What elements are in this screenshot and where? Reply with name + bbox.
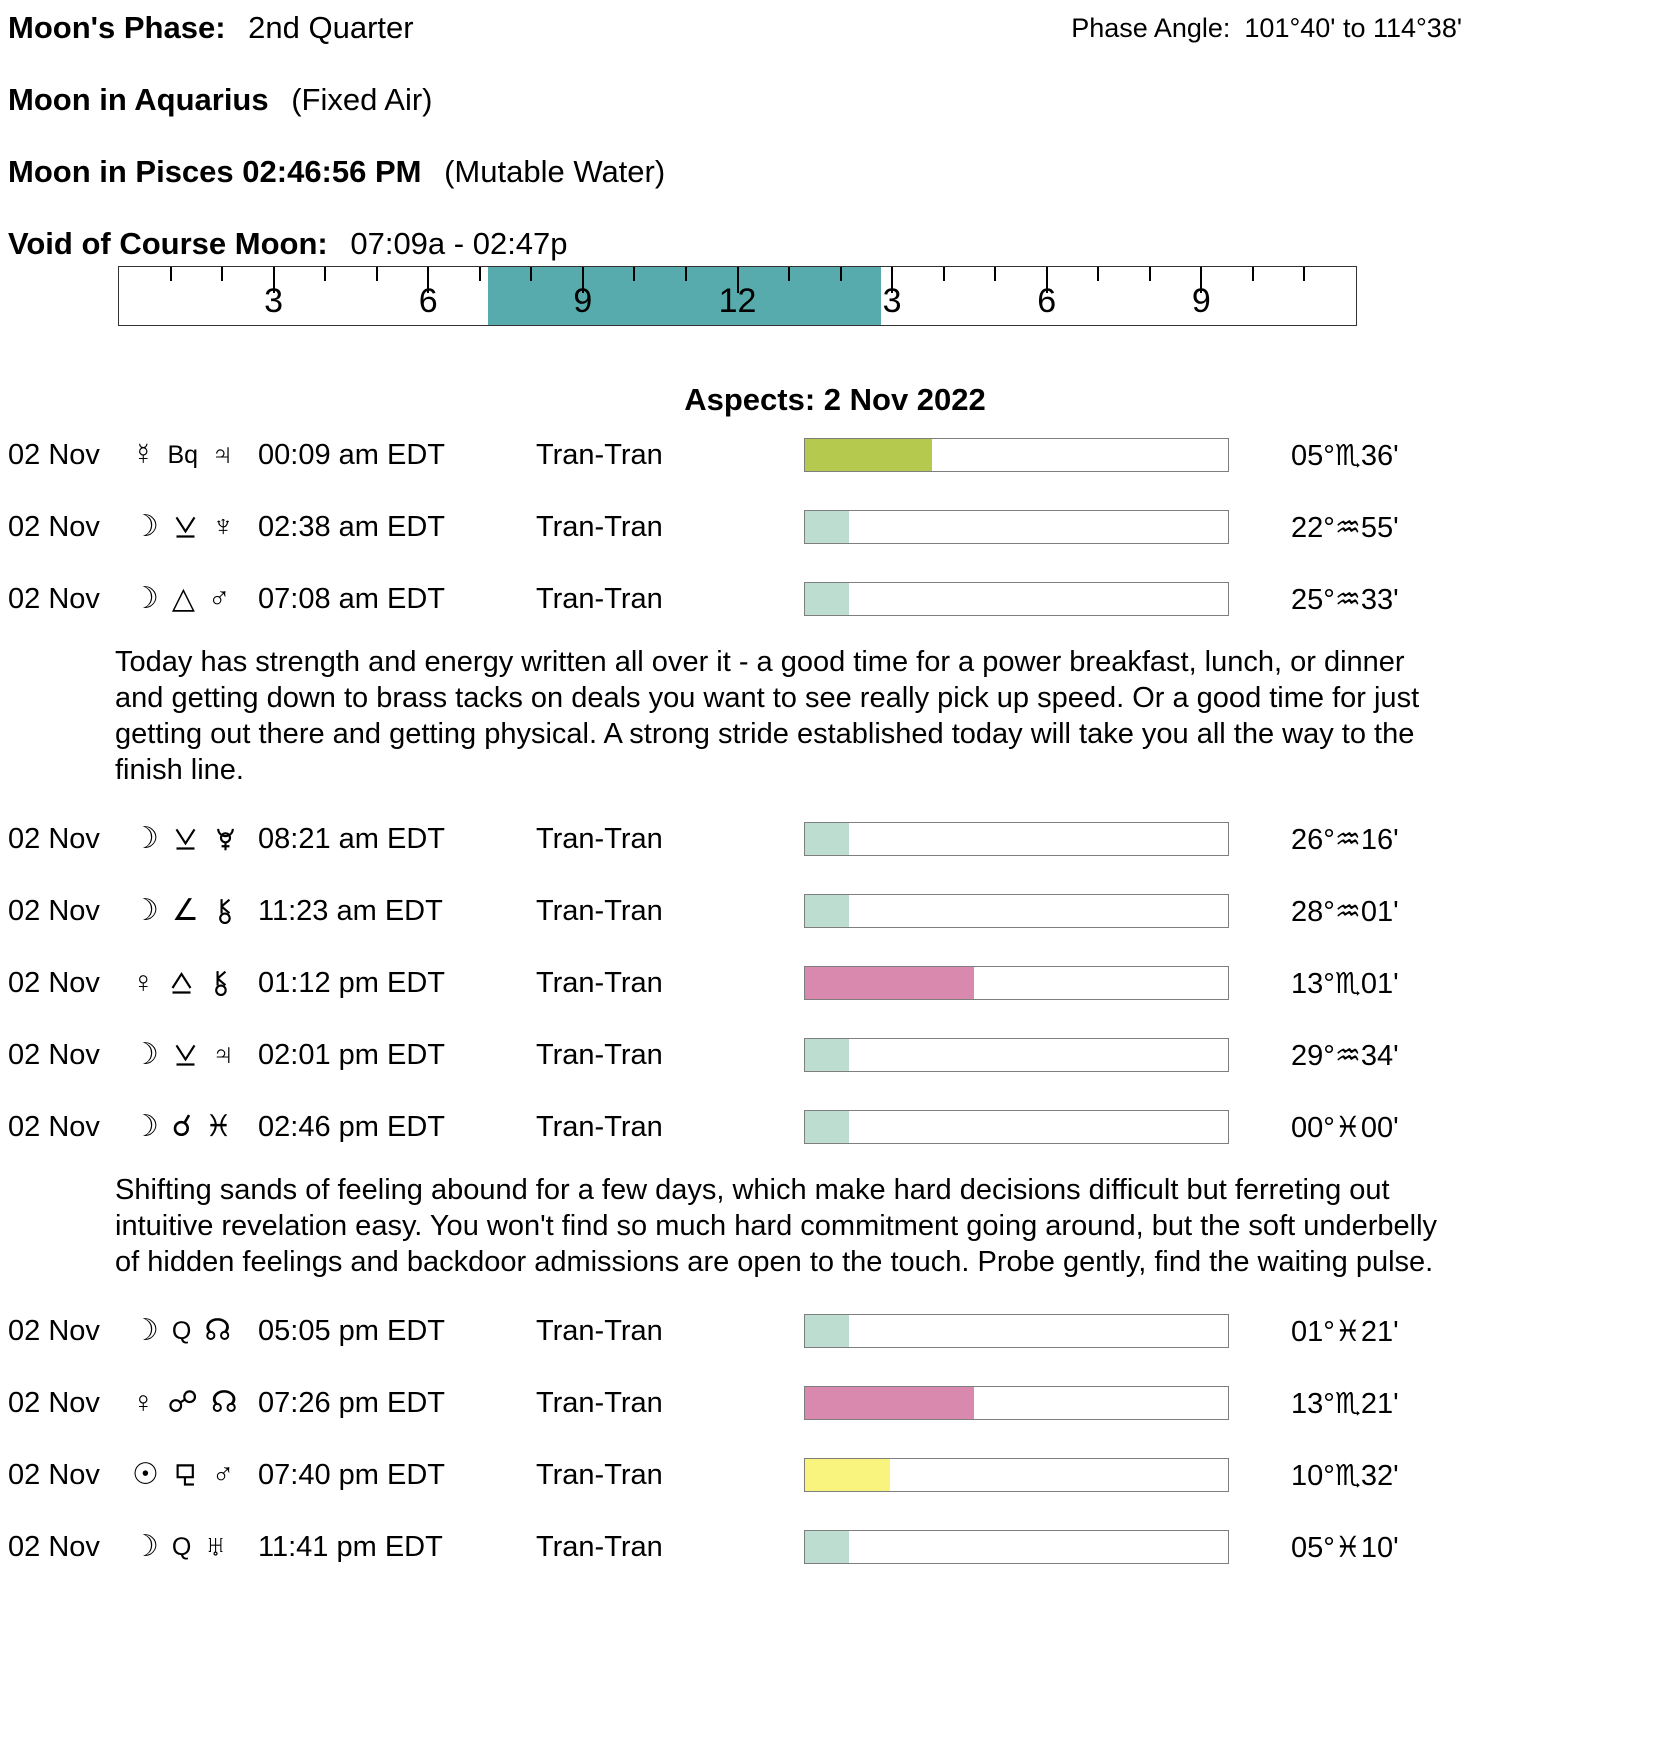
ruler-minor-tick <box>943 267 945 281</box>
aspect-row <box>0 1380 1670 1426</box>
aspect-orb-bar <box>804 966 1229 1000</box>
aspect-type: Tran-Tran <box>536 1530 663 1563</box>
aspect-glyphs <box>132 968 258 998</box>
aspect-type: Tran-Tran <box>536 1038 663 1071</box>
ruler-minor-tick <box>221 267 223 281</box>
aspect-date: 02 Nov <box>8 1386 100 1419</box>
void-of-course-line <box>8 224 1670 264</box>
aspect-date: 02 Nov <box>8 1530 100 1563</box>
aspect-orb-bar <box>804 1458 1229 1492</box>
mars-icon: ♂ <box>207 582 231 615</box>
phase-angle-value: 101°40' to 114°38' <box>1244 13 1462 43</box>
aspect-time: 05:05 pm EDT <box>258 1314 445 1347</box>
ruler-minor-tick <box>479 267 481 281</box>
jupiter-icon: ♃ <box>211 438 234 471</box>
aspect-row <box>0 960 1670 1006</box>
aspect-time: 07:40 pm EDT <box>258 1458 445 1491</box>
moon-icon: ☽ <box>132 1038 159 1071</box>
aspect-type: Tran-Tran <box>536 894 663 927</box>
ruler-minor-tick <box>1252 267 1254 281</box>
aspect-type: Tran-Tran <box>536 510 663 543</box>
mars-icon: ♂ <box>211 1458 235 1491</box>
aspect-degree: 05°♓10' <box>1291 1531 1399 1564</box>
aspect-orb-bar <box>804 1386 1229 1420</box>
aspect-glyphs <box>132 440 258 470</box>
aspect-row <box>0 1308 1670 1354</box>
aspect-glyphs <box>132 1388 258 1418</box>
moon-icon: ☽ <box>132 1110 159 1143</box>
aspect-glyphs <box>132 1532 258 1562</box>
ruler-minor-tick <box>1149 267 1151 281</box>
aspect-degree: 05°♏36' <box>1291 439 1399 472</box>
aspect-orb-bar <box>804 894 1229 928</box>
venus-icon: ♀ <box>132 1386 155 1419</box>
aspect-date: 02 Nov <box>8 510 100 543</box>
aspect-orb-bar <box>804 438 1229 472</box>
aspect-time: 11:41 pm EDT <box>258 1530 443 1563</box>
aspect-time: 07:08 am EDT <box>258 582 445 615</box>
aspect-orb-bar <box>804 1314 1229 1348</box>
aspect-date: 02 Nov <box>8 822 100 855</box>
ruler-minor-tick <box>788 267 790 281</box>
aspect-glyphs <box>132 896 258 926</box>
aspect-orb-fill <box>805 1111 849 1143</box>
aspect-date: 02 Nov <box>8 1458 100 1491</box>
moon-sign-pisces-note: (Mutable Water) <box>444 154 666 189</box>
ruler-hour-label: 3 <box>264 282 284 320</box>
aspect-degree: 00°♓00' <box>1291 1111 1399 1144</box>
aspect-time: 08:21 am EDT <box>258 822 445 855</box>
ruler-minor-tick <box>633 267 635 281</box>
moons-phase-value: 2nd Quarter <box>248 10 414 45</box>
ruler-minor-tick <box>324 267 326 281</box>
aspect-orb-fill <box>805 1315 849 1347</box>
phase-angle <box>1071 8 1462 48</box>
ruler-minor-tick <box>685 267 687 281</box>
ruler-minor-tick <box>1097 267 1099 281</box>
moon-sign-pisces-line <box>8 152 1670 192</box>
aspect-orb-fill <box>805 967 974 999</box>
aspect-degree: 25°♒33' <box>1291 583 1399 616</box>
aspect-degree: 13°♏01' <box>1291 967 1399 1000</box>
sun-icon: ☉ <box>132 1458 159 1491</box>
aspect-orb-fill <box>805 1531 849 1563</box>
moon-icon: ☽ <box>132 1530 159 1563</box>
aspect-glyphs <box>132 1040 258 1070</box>
aspect-row <box>0 816 1670 862</box>
aspect-time: 02:38 am EDT <box>258 510 445 543</box>
ruler-hour-label: 9 <box>573 282 593 320</box>
aspect-date: 02 Nov <box>8 966 100 999</box>
aspect-row <box>0 1524 1670 1570</box>
quincunx-icon <box>168 970 195 997</box>
aspect-time: 11:23 am EDT <box>258 894 443 927</box>
ruler-hour-label: 12 <box>718 282 757 320</box>
aspect-time: 01:12 pm EDT <box>258 966 445 999</box>
aspect-degree: 26°♒16' <box>1291 823 1399 856</box>
aspect-rows <box>0 432 1670 1570</box>
aspect-orb-fill <box>805 1459 890 1491</box>
moon-sign-aquarius: Moon in Aquarius <box>8 82 269 117</box>
aspect-note: Shifting sands of feeling abound for a few days, which make hard decisions difficult but ferreting out intuitive revelation easy. You won't find so much hard commitment going around, but the soft underbelly of hidden feelings and backdoor admissions are open to the touch. Probe gently, find the waiting pulse. <box>115 1174 1438 1278</box>
aspect-orb-fill <box>805 823 849 855</box>
ruler-minor-tick <box>840 267 842 281</box>
aspect-type: Tran-Tran <box>536 1458 663 1491</box>
aspect-orb-fill <box>805 439 932 471</box>
mercury-icon: ☿ <box>132 438 155 471</box>
aspect-time: 02:46 pm EDT <box>258 1110 445 1143</box>
aspect-time: 02:01 pm EDT <box>258 1038 445 1071</box>
moon-sign-pisces: Moon in Pisces 02:46:56 PM <box>8 154 422 189</box>
conjunction-icon: ☌ <box>171 1110 193 1143</box>
ruler-minor-tick <box>994 267 996 281</box>
aspect-orb-fill <box>805 895 849 927</box>
quintile-icon: Q <box>171 1316 192 1345</box>
chiron-icon <box>208 970 235 997</box>
aspect-row <box>0 888 1670 934</box>
semisquare-icon: ∠ <box>171 894 199 927</box>
aspect-orb-bar <box>804 1530 1229 1564</box>
aspect-type: Tran-Tran <box>536 966 663 999</box>
biquintile-icon: Bq <box>167 440 199 469</box>
astrology-report-page <box>0 8 1670 1764</box>
ruler-hour-label: 3 <box>882 282 902 320</box>
aspect-type: Tran-Tran <box>536 1314 663 1347</box>
aspect-row <box>0 1104 1670 1150</box>
aspect-degree: 29°♒34' <box>1291 1039 1399 1072</box>
quintile-icon: Q <box>171 1532 192 1561</box>
aspects-title: Aspects: 2 Nov 2022 <box>684 382 986 417</box>
ruler-minor-tick <box>1303 267 1305 281</box>
aspect-type: Tran-Tran <box>536 438 663 471</box>
aspect-orb-fill <box>805 583 849 615</box>
phase-angle-label: Phase Angle: <box>1071 13 1231 43</box>
aspect-type: Tran-Tran <box>536 1110 663 1143</box>
aspect-degree: 10°♏32' <box>1291 1459 1399 1492</box>
aspect-glyphs <box>132 512 258 542</box>
aspect-glyphs <box>132 584 258 614</box>
aspect-glyphs <box>132 1460 258 1490</box>
aspect-row <box>0 1032 1670 1078</box>
aspect-degree: 22°♒55' <box>1291 511 1399 544</box>
ruler-hour-label: 6 <box>418 282 438 320</box>
moon-icon: ☽ <box>132 582 159 615</box>
chiron-icon <box>212 898 239 925</box>
aspect-time: 07:26 pm EDT <box>258 1386 445 1419</box>
aspect-time: 00:09 am EDT <box>258 438 445 471</box>
aspect-orb-fill <box>805 511 849 543</box>
jupiter-icon: ♃ <box>211 1038 235 1071</box>
void-of-course-label: Void of Course Moon: <box>8 226 328 261</box>
aspect-row <box>0 432 1670 478</box>
node-icon: ☊ <box>210 1386 238 1419</box>
uranus-icon: ♅ <box>204 1530 227 1563</box>
aspect-row <box>0 1452 1670 1498</box>
venus-icon: ♀ <box>132 966 155 999</box>
aspect-type: Tran-Tran <box>536 582 663 615</box>
voc-ruler <box>118 266 1357 326</box>
trine-icon: △ <box>171 582 195 615</box>
neptune-icon: ♆ <box>211 510 235 543</box>
ruler-minor-tick <box>376 267 378 281</box>
pisces-icon: ♓ <box>205 1110 232 1143</box>
moon-icon: ☽ <box>132 894 159 927</box>
aspect-date: 02 Nov <box>8 1038 100 1071</box>
aspect-glyphs <box>132 1316 258 1346</box>
aspect-type: Tran-Tran <box>536 1386 663 1419</box>
aspect-note: Today has strength and energy written all over it - a good time for a power breakfast, lunch, or dinner and getting down to brass tacks on deals you want to see really pick up speed. Or a good time for just getting out there and getting physical. A strong stride established today will take you all the way to the finish line. <box>115 646 1420 786</box>
moon-icon: ☽ <box>132 1314 159 1347</box>
aspect-row <box>0 504 1670 550</box>
void-of-course-value: 07:09a - 02:47p <box>350 226 568 261</box>
pluto-icon <box>212 826 239 853</box>
ruler-minor-tick <box>530 267 532 281</box>
aspect-date: 02 Nov <box>8 582 100 615</box>
ruler-hour-label: 9 <box>1191 282 1211 320</box>
ruler-hour-label: 6 <box>1037 282 1057 320</box>
aspect-orb-bar <box>804 510 1229 544</box>
aspect-glyphs <box>132 1112 258 1142</box>
aspect-degree: 28°♒01' <box>1291 895 1399 928</box>
aspect-date: 02 Nov <box>8 438 100 471</box>
moon-icon: ☽ <box>132 510 159 543</box>
semisextile-icon <box>172 514 199 541</box>
aspect-orb-bar <box>804 582 1229 616</box>
aspect-degree: 01°♓21' <box>1291 1315 1399 1348</box>
moons-phase-line <box>8 8 1670 48</box>
aspect-type: Tran-Tran <box>536 822 663 855</box>
aspect-row <box>0 576 1670 622</box>
aspect-orb-bar <box>804 1110 1229 1144</box>
ruler-minor-tick <box>170 267 172 281</box>
moon-sign-aquarius-note: (Fixed Air) <box>291 82 433 117</box>
semisextile-icon <box>172 826 199 853</box>
moons-phase-label: Moon's Phase: <box>8 10 226 45</box>
semisextile-icon <box>172 1042 199 1069</box>
moon-icon: ☽ <box>132 822 159 855</box>
opposition-icon: ☍ <box>167 1386 198 1419</box>
aspect-orb-bar <box>804 1038 1229 1072</box>
aspect-orb-fill <box>805 1039 849 1071</box>
aspect-date: 02 Nov <box>8 894 100 927</box>
aspect-orb-bar <box>804 822 1229 856</box>
aspect-degree: 13°♏21' <box>1291 1387 1399 1420</box>
moon-sign-aquarius-line <box>8 80 1670 120</box>
sesquiquadrate-icon <box>172 1462 199 1489</box>
aspect-glyphs <box>132 824 258 854</box>
aspect-date: 02 Nov <box>8 1314 100 1347</box>
aspect-orb-fill <box>805 1387 974 1419</box>
node-icon: ☊ <box>204 1314 232 1347</box>
aspect-date: 02 Nov <box>8 1110 100 1143</box>
